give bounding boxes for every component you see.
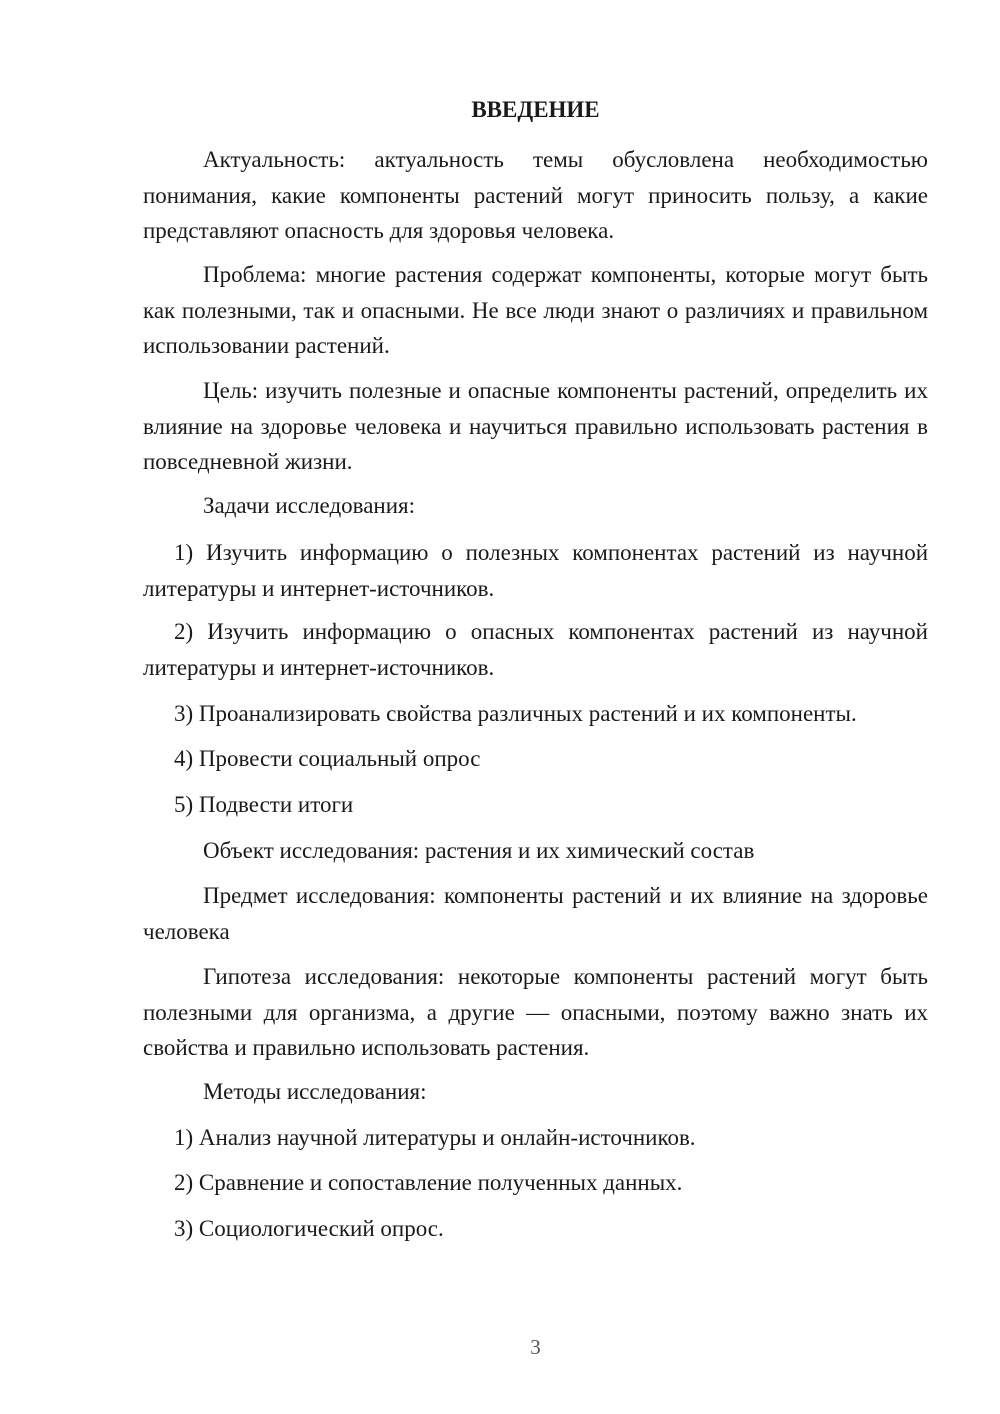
task-item-1: 1) Изучить информацию о полезных компонентах растений из научной литературы и интернет-источников. bbox=[143, 540, 928, 601]
document-page bbox=[143, 0, 928, 1414]
task-item-2: 2) Изучить информацию о опасных компонентах растений из научной литературы и интернет-источников. bbox=[143, 619, 928, 680]
goal-paragraph: Цель: изучить полезные и опасные компоненты растений, определить их влияние на здоровье человека и научиться правильно использовать растения в повседневной жизни. bbox=[143, 378, 928, 474]
object-paragraph: Объект исследования: растения и их химический состав bbox=[203, 838, 755, 863]
methods-heading: Методы исследования: bbox=[203, 1079, 427, 1104]
task-item-4: 4) Провести социальный опрос bbox=[174, 746, 481, 771]
page-title: ВВЕДЕНИЕ bbox=[471, 97, 600, 122]
relevance-paragraph: Актуальность: актуальность темы обусловлена необходимостью понимания, какие компоненты растений могут приносить пользу, а какие представляют опасность для здоровья человека. bbox=[143, 147, 928, 243]
task-item-5: 5) Подвести итоги bbox=[174, 792, 354, 817]
method-item-1: 1) Анализ научной литературы и онлайн-источников. bbox=[174, 1125, 696, 1150]
task-item-3: 3) Проанализировать свойства различных растений и их компоненты. bbox=[174, 701, 857, 726]
hypothesis-paragraph: Гипотеза исследования: некоторые компоненты растений могут быть полезными для организма, а другие — опасными, поэтому важно знать их свойства и правильно использовать растения. bbox=[143, 964, 928, 1060]
subject-paragraph: Предмет исследования: компоненты растений и их влияние на здоровье человека bbox=[143, 883, 928, 944]
problem-paragraph: Проблема: многие растения содержат компоненты, которые могут быть как полезными, так и опасными. Не все люди знают о различиях и правильном использовании растений. bbox=[143, 262, 928, 358]
page-number: 3 bbox=[530, 1335, 541, 1359]
method-item-2: 2) Сравнение и сопоставление полученных данных. bbox=[174, 1170, 683, 1195]
method-item-3: 3) Социологический опрос. bbox=[174, 1216, 444, 1241]
tasks-heading: Задачи исследования: bbox=[203, 493, 416, 518]
